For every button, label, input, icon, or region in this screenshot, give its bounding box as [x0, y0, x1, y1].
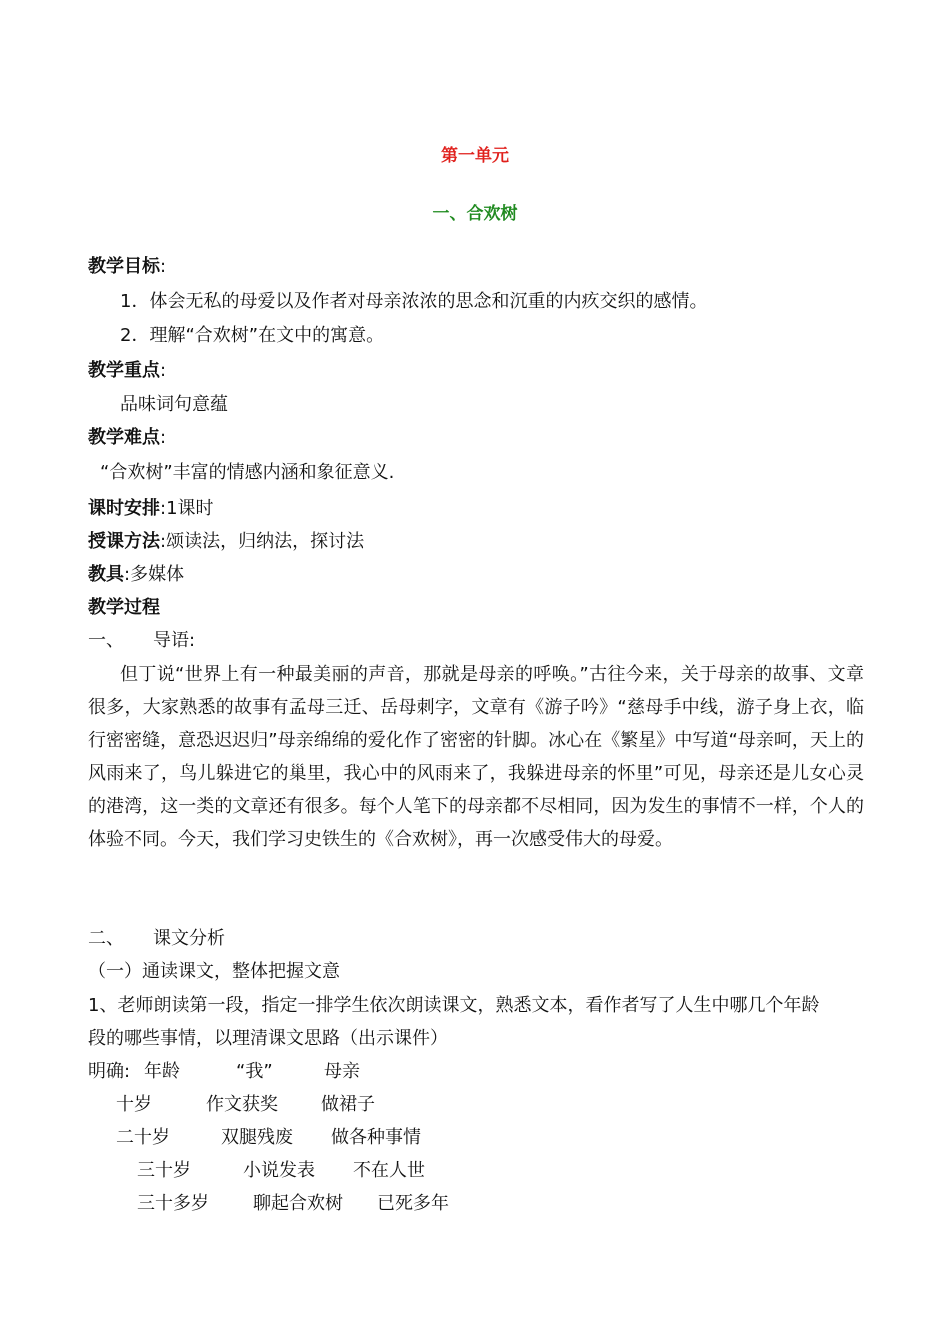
difficulty-heading	[88, 426, 166, 450]
objective-item-1: 1．体会无私的母爱以及作者对母亲浓浓的思念和沉重的内疚交织的感情。	[120, 291, 708, 312]
section1-title: 导语:	[153, 630, 196, 651]
key-point-text: 品味词句意蕴	[120, 394, 228, 415]
section2-number: 二、	[88, 928, 124, 949]
row-4-age: 三十多岁	[137, 1193, 209, 1214]
schedule-line	[88, 497, 214, 521]
difficulty-text: “合欢树”丰富的情感内涵和象征意义.	[100, 462, 395, 483]
header-age: 年龄	[144, 1061, 180, 1082]
tools-line	[88, 563, 184, 587]
section2-subheading: （一）通读课文，整体把握文意	[88, 961, 340, 982]
row-2-age: 二十岁	[116, 1127, 170, 1148]
key-point-label: 教学重点	[88, 360, 160, 381]
key-point-heading	[88, 359, 166, 383]
instruction-line-1: 1、老师朗读第一段，指定一排学生依次朗读课文，熟悉文本，看作者写了人生中哪几个年龄	[88, 995, 820, 1016]
process-heading: 教学过程	[88, 597, 160, 618]
clarify-label: 明确:	[88, 1061, 131, 1082]
lesson-title: 一、合欢树	[432, 204, 518, 224]
objectives-heading	[88, 255, 166, 279]
header-me: “我”	[236, 1061, 273, 1082]
row-2-me: 双腿残废	[221, 1127, 293, 1148]
tools-value: :多媒体	[124, 564, 185, 585]
unit-title: 第一单元	[441, 146, 509, 166]
row-3-age: 三十岁	[137, 1160, 191, 1181]
section2-title: 课文分析	[153, 928, 225, 949]
methods-label: 授课方法	[88, 531, 160, 552]
row-1-mother: 做裙子	[321, 1094, 375, 1115]
tools-label: 教具	[88, 564, 124, 585]
instruction-line-2: 段的哪些事情，以理清课文思路（出示课件）	[88, 1028, 448, 1049]
schedule-label: 课时安排	[88, 498, 160, 519]
objectives-colon: :	[160, 256, 167, 277]
row-1-age: 十岁	[116, 1094, 152, 1115]
row-2-mother: 做各种事情	[331, 1127, 421, 1148]
difficulty-colon: :	[160, 427, 167, 448]
methods-line	[88, 530, 364, 554]
row-4-mother: 已死多年	[377, 1193, 449, 1214]
section1-number: 一、	[88, 630, 124, 651]
row-3-me: 小说发表	[243, 1160, 315, 1181]
objectives-label: 教学目标	[88, 256, 160, 277]
row-1-me: 作文获奖	[206, 1094, 278, 1115]
header-mother: 母亲	[324, 1061, 360, 1082]
intro-paragraph: 但丁说“世界上有一种最美丽的声音，那就是母亲的呼唤。”古往今来，关于母亲的故事、文章很多，大家熟悉的故事有孟母三迁、岳母刺字，文章有《游子吟》“慈母手中线，游子身上衣，临行密密缝，意恐迟迟归”母亲绵绵的爱化作了密密的针脚。冰心在《繁星》中写道“母亲呵，天上的风雨来了，鸟儿躲进它的巢里，我心中的风雨来了，我躲进母亲的怀里”可见，母亲还是儿女心灵的港湾，这一类的文章还有很多。每个人笔下的母亲都不尽相同，因为发生的事情不一样，个人的体验不同。今天，我们学习史铁生的《合欢树》，再一次感受伟大的母爱。	[88, 664, 864, 850]
schedule-value: :1课时	[160, 498, 214, 519]
objective-item-2: 2．理解“合欢树”在文中的寓意。	[120, 325, 385, 346]
methods-value: :颂读法，归纳法，探讨法	[160, 531, 365, 552]
row-3-mother: 不在人世	[353, 1160, 425, 1181]
key-point-colon: :	[160, 360, 167, 381]
difficulty-label: 教学难点	[88, 427, 160, 448]
row-4-me: 聊起合欢树	[253, 1193, 343, 1214]
